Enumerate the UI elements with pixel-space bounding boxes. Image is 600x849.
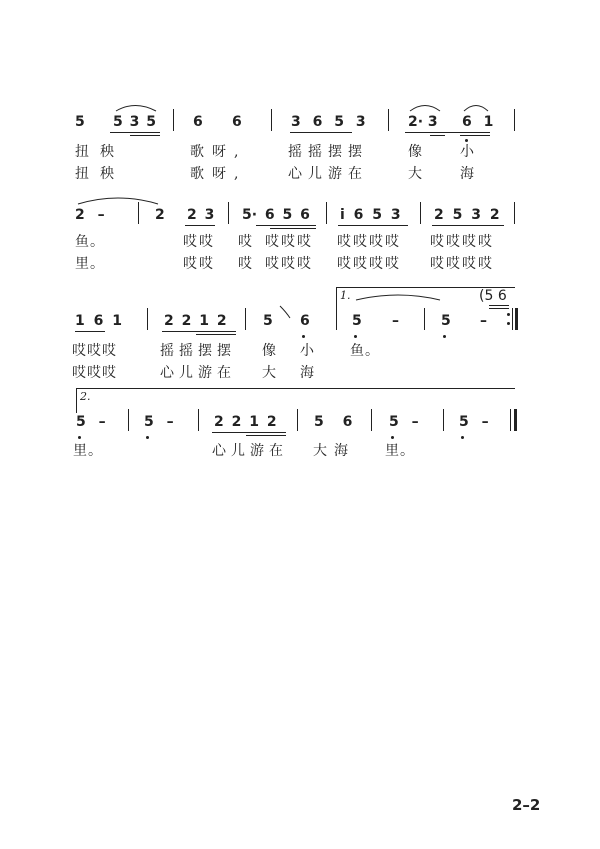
repeat-dot — [507, 313, 510, 316]
lyric-row-2 — [0, 165, 600, 185]
note-group: 6 — [232, 114, 242, 130]
lyric-row-1 — [0, 342, 600, 362]
octave-dot — [391, 436, 394, 439]
underline — [185, 225, 215, 226]
lyric: 歌呀, — [190, 144, 247, 160]
lyric: 鱼。 — [350, 343, 380, 359]
note-group: 5 – — [389, 414, 419, 430]
bar-line — [514, 202, 515, 224]
note-group: 2 2 1 2 — [214, 414, 277, 430]
note-group: 1 6 1 — [75, 313, 122, 329]
note-group: 6 1 — [462, 114, 494, 130]
second-ending-bracket — [76, 388, 515, 413]
octave-dot — [78, 436, 81, 439]
underline — [196, 334, 236, 335]
lyric: 扭秧 — [75, 144, 125, 160]
underline — [430, 135, 445, 136]
final-bar — [514, 409, 517, 431]
bar-line — [271, 109, 272, 131]
note-group: 3 6 5 3 — [291, 114, 366, 130]
note-group: 5 — [75, 114, 85, 130]
note-group: 2 — [155, 207, 165, 223]
note-group: 2 – — [75, 207, 105, 223]
bar-line — [198, 409, 199, 431]
lyric: 像 — [408, 144, 423, 160]
lyric-row-1 — [0, 143, 600, 163]
bar-line — [512, 308, 513, 330]
note-group: 5 – — [459, 414, 489, 430]
octave-dot — [354, 335, 357, 338]
lyric: 大 — [408, 166, 423, 182]
lyric: 鱼。 — [75, 234, 105, 250]
bar-line — [138, 202, 139, 224]
bar-line — [420, 202, 421, 224]
page-number: 2–2 — [512, 796, 541, 814]
lyric: 哎哎哎 — [72, 343, 117, 359]
octave-dot — [302, 335, 305, 338]
underline — [290, 132, 352, 133]
bar-line — [388, 109, 389, 131]
note-group: 5 — [263, 313, 273, 329]
note-group: 2 5 3 2 — [434, 207, 500, 223]
note-group: – — [392, 313, 399, 329]
bar-line — [443, 409, 444, 431]
underline — [162, 331, 236, 332]
bar-line — [228, 202, 229, 224]
lyric-row-2 — [0, 364, 600, 384]
note-group: 5 – — [144, 414, 174, 430]
lyric: 哎哎哎哎 — [430, 234, 494, 250]
note-group: 5 — [352, 313, 362, 329]
bar-line — [297, 409, 298, 431]
lyric-row-1 — [0, 442, 600, 462]
lyric: 哎哎哎 — [265, 234, 313, 250]
underline — [432, 225, 504, 226]
octave-dot — [465, 139, 468, 142]
lyric: 像 — [262, 343, 277, 359]
bar-line — [128, 409, 129, 431]
volta-label: 2. — [80, 390, 91, 403]
note-group: 2 3 — [187, 207, 215, 223]
lyric: 哎哎 — [183, 234, 215, 250]
underline — [246, 435, 286, 436]
underline — [130, 135, 160, 136]
note-group: 6 — [300, 313, 310, 329]
octave-dot — [461, 436, 464, 439]
lyric: 海 — [460, 166, 475, 182]
lyric-row-1 — [0, 233, 600, 253]
underline — [75, 331, 105, 332]
volta-label: 1. — [340, 289, 351, 302]
note-group: 5 3 5 — [113, 114, 156, 130]
bar-line — [424, 308, 425, 330]
slur — [410, 106, 440, 112]
lyric: 大海 — [313, 443, 355, 459]
underline — [405, 132, 490, 133]
lyric: 海 — [300, 365, 315, 381]
lyric: 哎哎哎 — [265, 256, 313, 272]
lyric: 摇摇摆摆 — [288, 144, 368, 160]
lyric: 哎哎 — [183, 256, 215, 272]
lyric: 哎哎哎哎 — [337, 234, 401, 250]
underline — [338, 225, 408, 226]
bar-line — [147, 308, 148, 330]
lyric: 里。 — [73, 443, 103, 459]
note-group: 5· 6 5 6 — [242, 207, 310, 223]
lyric: 小 — [300, 343, 315, 359]
slur — [116, 106, 156, 112]
lyric: 里。 — [75, 256, 105, 272]
bar-line — [326, 202, 327, 224]
underline — [212, 432, 286, 433]
bar-line — [510, 409, 511, 431]
bar-line — [371, 409, 372, 431]
note-group: – — [480, 313, 487, 329]
lyric: 歌呀, — [190, 166, 247, 182]
bar-line — [514, 109, 515, 131]
underline — [489, 305, 509, 306]
lyric: 哎 — [238, 256, 253, 272]
lyric-row-2 — [0, 255, 600, 275]
lyric: 哎 — [238, 234, 253, 250]
pickup-note: (5 6 — [479, 288, 507, 304]
note-group: 6 — [193, 114, 203, 130]
note-group: 2 2 1 2 — [164, 313, 227, 329]
lyric: 摇摇摆摆 — [160, 343, 236, 359]
octave-dot — [443, 335, 446, 338]
repeat-end-bar — [515, 308, 518, 330]
lyric: 哎哎哎 — [72, 365, 117, 381]
lyric: 扭秧 — [75, 166, 125, 182]
underline — [256, 225, 316, 226]
note-group: 2· 3 — [408, 114, 438, 130]
octave-dot — [146, 436, 149, 439]
note-group: i 6 5 3 — [340, 207, 401, 223]
slur — [78, 198, 158, 204]
bar-line — [336, 308, 337, 330]
lyric: 大 — [262, 365, 277, 381]
lyric: 心儿游在 — [212, 443, 288, 459]
lyric: 心儿游在 — [288, 166, 368, 182]
repeat-dot — [507, 322, 510, 325]
lyric: 哎哎哎哎 — [337, 256, 401, 272]
underline — [460, 135, 490, 136]
bar-line — [245, 308, 246, 330]
lyric: 小 — [460, 144, 475, 160]
underline — [270, 228, 316, 229]
note-group: 5 – — [76, 414, 106, 430]
note-group: 5 — [441, 313, 451, 329]
bar-line — [173, 109, 174, 131]
underline — [110, 132, 160, 133]
lyric: 里。 — [385, 443, 415, 459]
lyric: 心儿游在 — [160, 365, 236, 381]
slur — [464, 106, 488, 112]
notes-row-4 — [0, 413, 600, 435]
lyric: 哎哎哎哎 — [430, 256, 494, 272]
underline — [489, 308, 509, 309]
note-group: 5 6 — [314, 414, 353, 430]
